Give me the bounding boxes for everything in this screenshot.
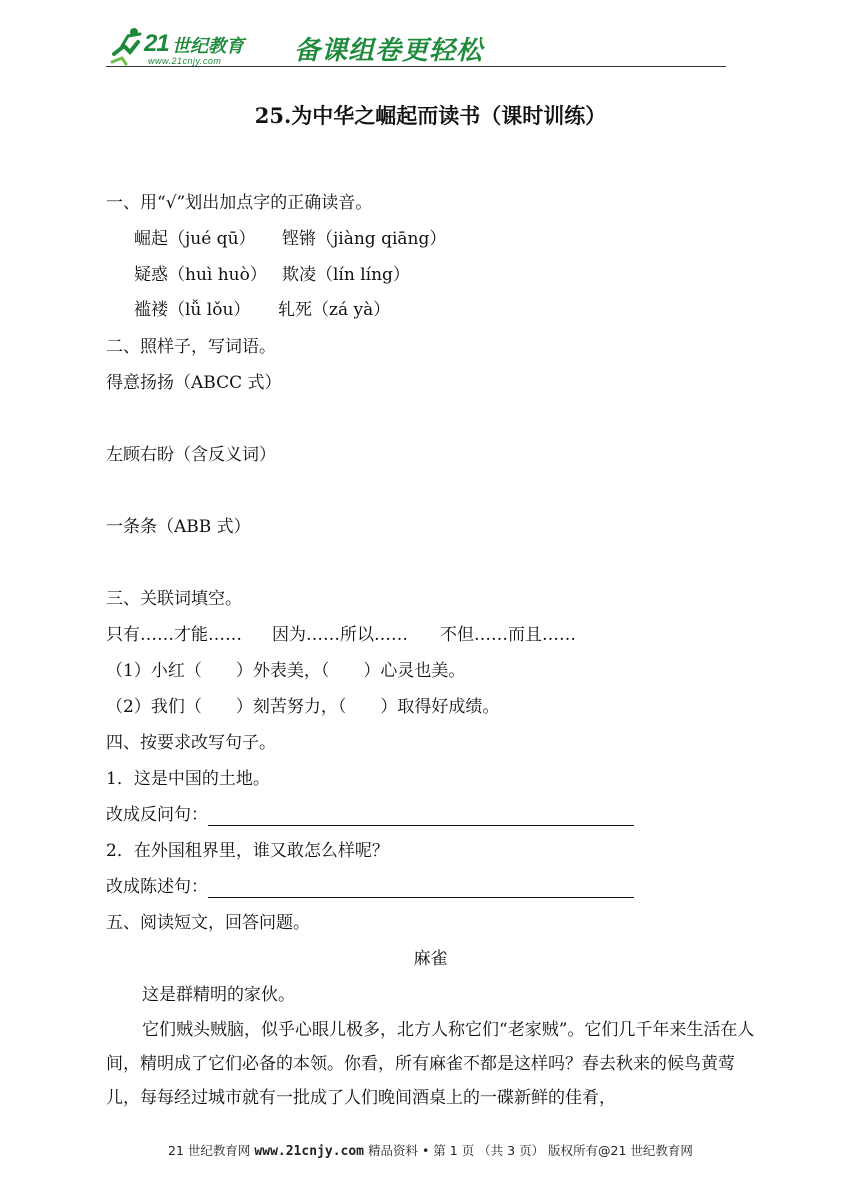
footer-url[interactable]: www.21cnjy.com (254, 1144, 364, 1159)
rewrite-question: 1．这是中国的土地。 (106, 769, 270, 789)
rewrite-question: 2．在外国租界里，谁又敢怎么样呢？ (106, 841, 389, 861)
passage-title: 麻雀 (413, 949, 448, 969)
header-divider (106, 66, 726, 67)
pinyin-item: 崛起（jué qū） (134, 229, 256, 249)
pinyin-item: 轧死（zá yà） (278, 300, 391, 320)
logo-number: 21 (144, 30, 169, 57)
section5-heading: 五、阅读短文，回答问题。 (106, 913, 310, 933)
word-task: 一条条（ABB 式） (106, 517, 251, 537)
answer-blank[interactable] (208, 879, 634, 898)
pinyin-item: 铿锵（jiàng qiāng） (282, 229, 447, 249)
passage-paragraph: 它们贼头贼脑，似乎心眼儿极多，北方人称它们“老家贼”。它们几千年来生活在人间，精明成了它们必备的本领。你看，所有麻雀不都是这样吗？春去秋来的候鸟黄莺儿，每每经过城市就有一批成了人们晚间酒桌上的一碟新鲜的佳肴， (106, 1020, 755, 1108)
fill-question: （2）我们（ ）刻苦努力，（ ）取得好成绩。 (106, 697, 500, 717)
footer-info: 精品资料 • 第 1 页 （共 3 页） 版权所有@21 世纪教育网 (367, 1143, 693, 1158)
page-footer (0, 1141, 861, 1159)
word-task: 得意扬扬（ABCC 式） (106, 373, 282, 393)
header-slogan: 备课组卷更轻松 (294, 36, 484, 66)
rewrite-answer-row (106, 876, 634, 898)
section2-heading: 二、照样子，写词语。 (106, 337, 276, 357)
page-title: 25.为中华之崛起而读书（课时训练） (254, 103, 607, 128)
logo-name: 世纪教育 (172, 36, 244, 57)
pinyin-item: 褴褛（lǚ lǒu） (134, 300, 251, 320)
logo-url: www.21cnjy.com (148, 56, 222, 66)
runner-icon (108, 24, 148, 68)
pinyin-item: 欺凌（lín líng） (282, 265, 410, 285)
pinyin-item: 疑惑（huì huò） (134, 265, 267, 285)
rewrite-answer-row (106, 804, 634, 826)
answer-label: 改成陈述句： (106, 877, 208, 897)
footer-site: 21 世纪教育网 (168, 1143, 251, 1158)
section4-heading: 四、按要求改写句子。 (106, 733, 276, 753)
section3-heading: 三、关联词填空。 (106, 589, 242, 609)
answer-blank[interactable] (208, 807, 634, 826)
section1-heading: 一、用“√”划出加点字的正确读音。 (106, 193, 373, 213)
word-task: 左顾右盼（含反义词） (106, 445, 276, 465)
conjunction-option: 因为……所以…… (272, 625, 408, 645)
conjunction-option: 只有……才能…… (106, 625, 242, 645)
header-logo (108, 22, 518, 68)
fill-question: （1）小红（ ）外表美，（ ）心灵也美。 (106, 661, 466, 681)
answer-label: 改成反问句： (106, 805, 208, 825)
passage-paragraph: 这是群精明的家伙。 (142, 985, 295, 1005)
conjunction-option: 不但……而且…… (440, 625, 576, 645)
